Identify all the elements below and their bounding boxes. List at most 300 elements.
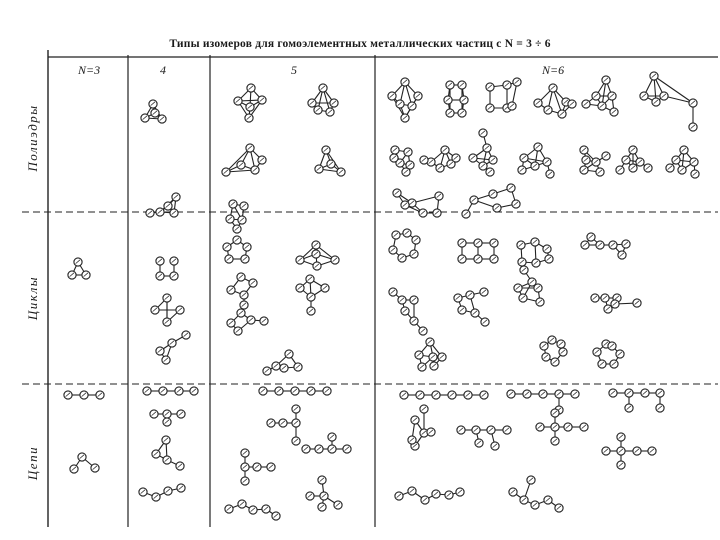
zigzag-bar-n4 xyxy=(150,410,185,426)
atom xyxy=(433,209,441,217)
atom xyxy=(629,146,637,154)
tetrahedron-n4 xyxy=(141,100,166,123)
atom xyxy=(164,487,172,495)
triangle-n3 xyxy=(68,258,90,279)
atom xyxy=(234,97,242,105)
atom xyxy=(503,81,511,89)
atom xyxy=(507,184,515,192)
atom xyxy=(596,168,604,176)
atom xyxy=(238,216,246,224)
atom xyxy=(520,266,528,274)
atom xyxy=(458,81,466,89)
atom xyxy=(507,390,515,398)
atom xyxy=(523,390,531,398)
atom xyxy=(177,410,185,418)
atom xyxy=(401,307,409,315)
atom xyxy=(601,294,609,302)
atom xyxy=(531,162,539,170)
atom xyxy=(474,239,482,247)
atom xyxy=(432,490,440,498)
atom xyxy=(558,110,566,118)
atom xyxy=(410,296,418,304)
atom xyxy=(241,463,249,471)
branched-ring-n6-a xyxy=(389,288,427,335)
atom xyxy=(139,488,147,496)
trigonal-bipyramid-n5-b xyxy=(226,200,248,233)
atom xyxy=(328,433,336,441)
atom xyxy=(580,166,588,174)
atom xyxy=(551,358,559,366)
atom xyxy=(415,351,423,359)
atom xyxy=(240,202,248,210)
atom xyxy=(460,96,468,104)
atom xyxy=(82,271,90,279)
atom xyxy=(223,243,231,251)
atom xyxy=(421,496,429,504)
bicapped-n6-c xyxy=(469,129,497,176)
atom xyxy=(91,464,99,472)
atom xyxy=(249,506,257,514)
atom xyxy=(240,291,248,299)
atom xyxy=(307,293,315,301)
atom xyxy=(388,92,396,100)
atom xyxy=(564,423,572,431)
atom xyxy=(458,306,466,314)
atom xyxy=(241,255,249,263)
branch-n6-d xyxy=(536,409,588,445)
atom xyxy=(323,387,331,395)
atom xyxy=(306,275,314,283)
bicapped-n6-b xyxy=(420,146,460,172)
atom xyxy=(551,437,559,445)
atom xyxy=(464,391,472,399)
square-tail-n5 xyxy=(227,309,268,335)
atom xyxy=(486,104,494,112)
zigzag-n6 xyxy=(395,487,464,504)
atom xyxy=(479,129,487,137)
atom xyxy=(471,309,479,317)
atom xyxy=(408,487,416,495)
atom xyxy=(648,447,656,455)
atom xyxy=(247,316,255,324)
atom xyxy=(652,98,660,106)
atom xyxy=(608,342,616,350)
bowtie-n6 xyxy=(581,233,630,259)
atom xyxy=(307,387,315,395)
row-label-cycles: Циклы xyxy=(25,275,40,321)
atom xyxy=(678,166,686,174)
atom xyxy=(96,391,104,399)
atom xyxy=(322,146,330,154)
atom xyxy=(474,255,482,263)
atom xyxy=(432,391,440,399)
atom xyxy=(481,318,489,326)
atom xyxy=(416,391,424,399)
atom xyxy=(412,236,420,244)
hexagon-n6-b xyxy=(540,336,567,366)
atom xyxy=(539,390,547,398)
atom xyxy=(258,156,266,164)
atom xyxy=(490,255,498,263)
atom xyxy=(227,319,235,327)
prism-n6 xyxy=(444,81,468,117)
atom xyxy=(296,284,304,292)
capped-tetra-n5-b xyxy=(315,146,345,176)
atom xyxy=(314,106,322,114)
row-label-polyhedra: Полиэдры xyxy=(25,104,40,172)
atom xyxy=(441,146,449,154)
atom xyxy=(389,246,397,254)
atom xyxy=(672,156,680,164)
atom xyxy=(609,241,617,249)
atom xyxy=(549,84,557,92)
atom xyxy=(176,462,184,470)
atom xyxy=(532,259,540,267)
atom xyxy=(393,189,401,197)
atom xyxy=(308,99,316,107)
atom xyxy=(508,102,516,110)
atom xyxy=(328,445,336,453)
atom xyxy=(227,286,235,294)
atom xyxy=(403,229,411,237)
atom xyxy=(64,391,72,399)
atom xyxy=(660,92,668,100)
atom xyxy=(543,245,551,253)
atom xyxy=(395,492,403,500)
atom xyxy=(163,418,171,426)
atom xyxy=(400,391,408,399)
atom xyxy=(234,327,242,335)
atom xyxy=(225,255,233,263)
column-header-n5: 5 xyxy=(291,63,297,77)
zigzag-n4 xyxy=(139,484,185,501)
atom xyxy=(146,209,154,217)
molecule-sketches xyxy=(64,72,699,520)
atom xyxy=(401,114,409,122)
atom xyxy=(260,317,268,325)
atom xyxy=(611,300,619,308)
atom xyxy=(582,100,590,108)
atom xyxy=(641,389,649,397)
atom xyxy=(472,426,480,434)
bicapped-n6-g xyxy=(666,146,699,178)
atom xyxy=(555,390,563,398)
atom xyxy=(177,484,185,492)
atom xyxy=(531,501,539,509)
atom xyxy=(470,196,478,204)
atom xyxy=(414,92,422,100)
atom xyxy=(313,262,321,270)
atom xyxy=(618,251,626,259)
bent-n3 xyxy=(70,453,99,473)
atom xyxy=(593,348,601,356)
atom xyxy=(544,496,552,504)
atom xyxy=(486,168,494,176)
atom xyxy=(389,288,397,296)
atom xyxy=(557,340,565,348)
atom xyxy=(452,154,460,162)
atom xyxy=(633,299,641,307)
atom xyxy=(404,148,412,156)
atom xyxy=(326,108,334,116)
bicapped-n6-a xyxy=(390,146,414,176)
atom xyxy=(229,200,237,208)
atom xyxy=(315,165,323,173)
atom xyxy=(479,162,487,170)
atom xyxy=(680,146,688,154)
atom xyxy=(592,158,600,166)
atom xyxy=(608,92,616,100)
atom xyxy=(156,272,164,280)
atom xyxy=(644,164,652,172)
square-pyramid-n5 xyxy=(308,84,338,116)
atom xyxy=(587,233,595,241)
atom xyxy=(689,99,697,107)
atom xyxy=(331,256,339,264)
atom xyxy=(163,410,171,418)
atom xyxy=(151,109,159,117)
atom xyxy=(534,99,542,107)
atom xyxy=(625,404,633,412)
atom xyxy=(446,81,454,89)
atom xyxy=(517,241,525,249)
atom xyxy=(610,360,618,368)
atom xyxy=(487,426,495,434)
atom xyxy=(306,492,314,500)
atom xyxy=(141,114,149,122)
atom xyxy=(462,210,470,218)
atom xyxy=(625,389,633,397)
atom xyxy=(330,99,338,107)
atom xyxy=(182,331,190,339)
atom xyxy=(555,504,563,512)
atom xyxy=(327,160,335,168)
atom xyxy=(430,362,438,370)
hexagon-n6 xyxy=(389,229,420,262)
atom xyxy=(534,143,542,151)
atom xyxy=(514,284,522,292)
atom xyxy=(629,164,637,172)
atom xyxy=(622,156,630,164)
atom xyxy=(226,215,234,223)
atom xyxy=(241,477,249,485)
atom xyxy=(70,465,78,473)
atom xyxy=(245,114,253,122)
atom xyxy=(602,447,610,455)
atom xyxy=(503,426,511,434)
atom xyxy=(445,491,453,499)
atom xyxy=(568,100,576,108)
figure-title: Типы изомеров для гомоэлементных металлических частиц с N = 3 ÷ 6 xyxy=(169,38,551,50)
zigzag-n5 xyxy=(225,500,280,520)
atom xyxy=(158,115,166,123)
atom xyxy=(458,255,466,263)
atom xyxy=(291,387,299,395)
atom xyxy=(520,154,528,162)
branch-n6-c xyxy=(457,426,511,450)
atom xyxy=(480,391,488,399)
atom xyxy=(307,307,315,315)
table-grid xyxy=(22,50,718,527)
atom xyxy=(527,476,535,484)
column-header-n4: 4 xyxy=(160,63,166,77)
atom xyxy=(640,92,648,100)
rhomb-n4 xyxy=(151,294,184,326)
atom xyxy=(616,166,624,174)
atom xyxy=(438,353,446,361)
tri-line-n6 xyxy=(591,294,641,313)
atom xyxy=(176,306,184,314)
atom xyxy=(489,156,497,164)
triangle-branch-n5 xyxy=(263,350,302,375)
atom xyxy=(262,505,270,513)
atom xyxy=(246,103,254,111)
atom xyxy=(402,168,410,176)
atom xyxy=(490,239,498,247)
atom xyxy=(559,348,567,356)
atom xyxy=(536,423,544,431)
atom xyxy=(650,72,658,80)
atom xyxy=(486,83,494,91)
atom xyxy=(222,168,230,176)
atom xyxy=(513,78,521,86)
atom xyxy=(398,254,406,262)
atom xyxy=(163,294,171,302)
atom xyxy=(152,493,160,501)
atom xyxy=(480,288,488,296)
atom xyxy=(408,436,416,444)
atom xyxy=(571,390,579,398)
atom xyxy=(318,503,326,511)
atom xyxy=(419,209,427,217)
atom xyxy=(159,387,167,395)
bicapped-n6-f xyxy=(616,146,652,174)
atom xyxy=(163,318,171,326)
atom xyxy=(247,84,255,92)
atom xyxy=(401,78,409,86)
atom xyxy=(152,450,160,458)
atom xyxy=(458,239,466,247)
atom xyxy=(390,154,398,162)
atom xyxy=(622,240,630,248)
atom xyxy=(690,158,698,166)
cross-n6 xyxy=(602,433,656,469)
atom xyxy=(656,404,664,412)
atom xyxy=(143,387,151,395)
atom xyxy=(149,100,157,108)
atom xyxy=(267,463,275,471)
atom xyxy=(80,391,88,399)
atom xyxy=(540,342,548,350)
triangle-tail-n4 xyxy=(156,331,190,364)
atom xyxy=(426,338,434,346)
atom xyxy=(528,278,536,286)
capped-bipyramid-n6 xyxy=(582,76,618,116)
atom xyxy=(156,347,164,355)
bicapped-n6-e xyxy=(580,146,610,176)
atom xyxy=(246,144,254,152)
atom xyxy=(519,294,527,302)
atom xyxy=(419,327,427,335)
atom xyxy=(318,476,326,484)
atom xyxy=(591,294,599,302)
boat-n6 xyxy=(393,189,443,217)
l-chain-n5 xyxy=(241,449,275,485)
capped-tetra-chain-n6 xyxy=(640,72,697,131)
cross-tri-n5 xyxy=(296,275,329,315)
atom xyxy=(172,193,180,201)
atom xyxy=(544,106,552,114)
atom xyxy=(315,445,323,453)
atom xyxy=(435,192,443,200)
bicapped-n6-d xyxy=(518,143,554,178)
atom xyxy=(253,463,261,471)
atom xyxy=(168,339,176,347)
atom xyxy=(241,449,249,457)
atom xyxy=(633,447,641,455)
atom xyxy=(509,488,517,496)
atom xyxy=(392,231,400,239)
atom xyxy=(542,353,550,361)
linear-n4 xyxy=(143,387,198,395)
atom xyxy=(279,419,287,427)
atom xyxy=(302,445,310,453)
atom xyxy=(475,439,483,447)
atom xyxy=(689,123,697,131)
atom xyxy=(321,284,329,292)
atom xyxy=(68,271,76,279)
atom xyxy=(429,353,437,361)
atom xyxy=(319,84,327,92)
atom xyxy=(156,208,164,216)
bipyramid-n5 xyxy=(234,84,266,122)
atom xyxy=(411,416,419,424)
atom xyxy=(543,158,551,166)
atom xyxy=(616,350,624,358)
atom xyxy=(162,356,170,364)
atom xyxy=(240,301,248,309)
atom xyxy=(582,156,590,164)
atom xyxy=(259,387,267,395)
atom xyxy=(285,350,293,358)
pyramid-ring-n6 xyxy=(514,266,544,306)
atom xyxy=(320,492,328,500)
atom xyxy=(420,156,428,164)
capped-square-n6 xyxy=(534,84,576,118)
atom xyxy=(548,336,556,344)
t-chain-n5 xyxy=(302,433,351,453)
atom xyxy=(280,364,288,372)
hexagon-n6-c xyxy=(593,340,624,368)
branched-zig-n6 xyxy=(509,476,563,512)
atom xyxy=(156,257,164,265)
atom xyxy=(454,294,462,302)
atom xyxy=(598,360,606,368)
atom xyxy=(609,389,617,397)
atom xyxy=(444,96,452,104)
atom xyxy=(420,405,428,413)
octahedron-n6 xyxy=(388,78,422,122)
column-header-n6: N=6 xyxy=(542,63,565,77)
linear-n5 xyxy=(259,387,331,395)
atom xyxy=(249,279,257,287)
atom xyxy=(592,92,600,100)
atom xyxy=(458,109,466,117)
atom xyxy=(170,209,178,217)
branched-ring-n6-b xyxy=(454,288,489,326)
atom xyxy=(596,241,604,249)
atom xyxy=(164,202,172,210)
